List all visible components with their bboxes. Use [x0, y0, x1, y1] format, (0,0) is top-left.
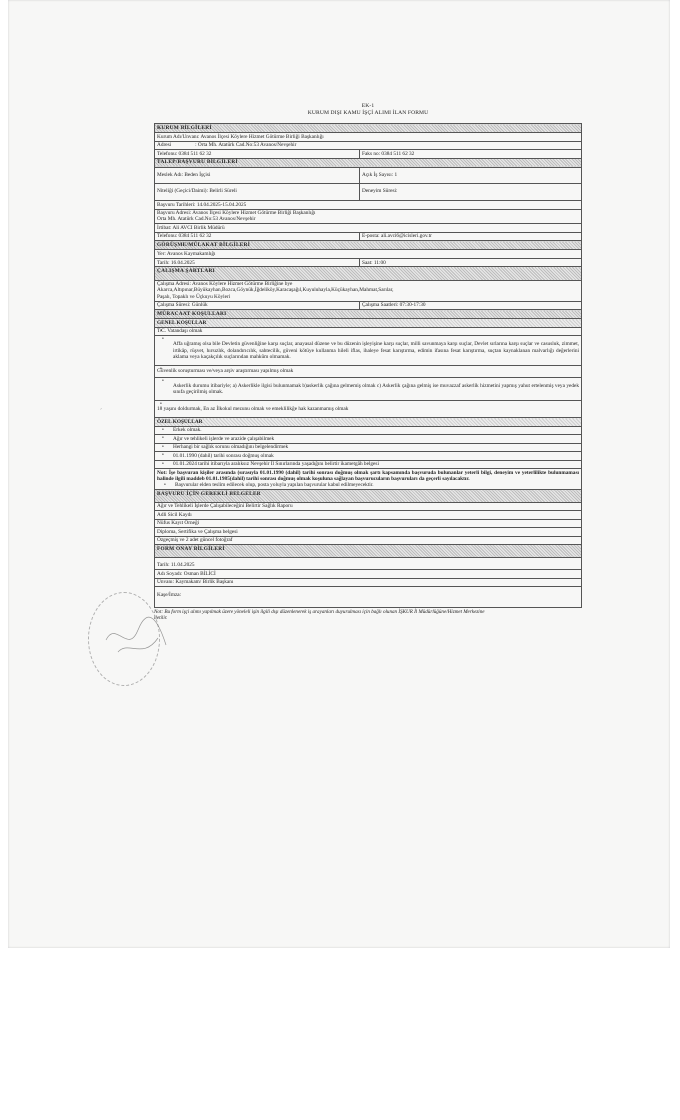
belge-4: Diploma, Sertifika ve Çalışma belgesi	[155, 528, 582, 536]
ozel-kosullar-title: ÖZEL KOŞULLAR	[155, 418, 582, 426]
calisma-adresi-line2: Akarca,Altıpınar,Büyükayhan,Bozca,Göynük,İğdeliköy,Karacaşağıl,Kuyuluhayla,Küçükayhan,Mahmat,Sarılar,	[157, 287, 394, 294]
gorusme-tarih: Tarih: 16.04.2025	[155, 258, 360, 266]
section-calisma: ÇALIŞMA ŞARTLARI	[155, 267, 582, 280]
basvuru-adresi	[155, 209, 582, 224]
address-value: : Orta Mh. Atatürk Cad.No:53 Avanos/Nevşehir	[195, 142, 297, 149]
ozel-kosul-2: • Ağır ve tehlikeli işlerde ve arazide çalışabilmek	[155, 435, 582, 443]
onay-adi-soyadi: Adı Soyadı: Osman BİLİCİ	[155, 570, 582, 578]
form-code: EK-1	[361, 103, 375, 109]
note-prefix: Not:	[157, 469, 168, 476]
meslek-adi: Meslek Adı: Beden İşçisi	[155, 167, 360, 184]
kurum-name: Kurum Adı/Unvanı: Avanos İlçesi Köylere Hizmet Götürme Birliği Başkanlığı	[155, 133, 582, 141]
section-muracaat: MÜRACAAT KOŞULLARI	[155, 310, 582, 319]
section-belgeler: BAŞVURU İÇİN GEREKLİ BELGELER	[155, 490, 582, 502]
belge-3: Nüfus Kayıt Örneği	[155, 519, 582, 527]
genel-kosul-2: • Affa uğramış olsa bile Devletin güvenliğine karşı suçlar, anayasal düzene ve bu düzenin işleyişine karşı suçlar, milli savunmaya karşı suçlar, Devlet sırlarına karşı suçlar ve casusluk, zimmet, irtikâp, rüşvet, hırsızlık, dolandırıcılık, sahtecilik, güveni kötüye kullanma hileli iflas, ihaleye fesat karıştırma, edimin ifasına fesat karıştırma, suçtan kaynaklanan malvarlığı değerlerini aklama veya kaçakçılık suçlarından mahkûm olmamak.	[155, 336, 582, 366]
basvuru-tarihleri: Başvuru Tarihleri: 14.04.2025-15.04.2025	[155, 201, 582, 209]
ozel-kosul-4: • 01.01.1990 (dahil) tarihi sonrası doğmuş olmak	[155, 452, 582, 460]
genel-kosul-1: • T.C. Vatandaşı olmak	[155, 327, 582, 335]
announcement-form-table	[154, 123, 582, 608]
genel-kosullar-title: GENEL KOŞULLAR	[155, 319, 582, 327]
acik-is-sayisi: Açık İş Sayısı: 1	[360, 167, 582, 184]
belge-5: Özgeçmiş ve 2 adet güncel fotoğraf	[155, 536, 582, 544]
ozel-kosul-3: • Herhangi bir sağlık sorunu olmadığını belgelendirmek	[155, 443, 582, 451]
genel-kosul-3: • Güvenlik soruşturması ve/veya arşiv araştırması yapılmış olmak	[155, 366, 582, 377]
genel-kosul-4: • Askerlik durumu itibariyle; a) Askerlikle ilgisi bulunmamak b)askerlik çağına gelmemiş olmak c) Askerlik çağına gelmiş ise muvazzaf askerlik hizmetini yapmış yahut ertelenmiş veya yedek sınıfa geçirilmiş olmak.	[155, 377, 582, 401]
kurum-phone: Telefonu: 0384 511 62 32	[155, 150, 360, 158]
scan-mark: ´	[100, 409, 102, 415]
irtibat: İrtibat: Ali AVCI Birlik Müdürü	[155, 224, 582, 232]
address-label: Adresi	[157, 142, 172, 149]
kurum-fax: Faks no: 0384 511 62 32	[360, 150, 582, 158]
footnote: Not: Bu form işçi alımı yapılmak üzere yöneleli işin ilgili dışı düzenlenerek iş arayanları duyurulması için bağlı olunan İŞKUR İl Müdürlüğüne/Hizmet Merkezine iletilir.	[154, 608, 485, 621]
onay-kase-imza: Kaşe/İmza:	[155, 587, 582, 608]
gorusme-saat: Saat: 11:00	[360, 258, 582, 266]
form-page	[154, 103, 582, 621]
note-bullet: • Başvurular elden teslim edilecek olup, posta yoluyla yapılan başvurular kabul edilmeyecektir.	[157, 482, 579, 488]
section-talep: TALEP/BAŞVURU BİLGİLERİ	[155, 158, 582, 167]
genel-kosul-5: • 18 yaşını doldurmak, En az İlkokul mezunu olmak ve emeklilikğe hak kazanmamış olmak	[155, 401, 582, 418]
signature-scribble	[98, 600, 178, 680]
note-text: İşe başvuran kişiler arasında (sırasıyla 01.01.1990 (dahil) tarihi sonrası doğmuş olmak şartı kapsamında başvuruda bulunanlar yeterli bilgi, deneyim ve yeterlilikte bulunmaması halinde ilgili maddeb 01.01.1985(dahil) tarihi sonrası doğmuş olmak koşuluna sağlayan başvurucuların başvuruları da geçerli sayılacaktır.	[157, 469, 579, 483]
basvuru-adresi-line1: Başvuru Adresi: Avanos İlçesi Köylere Hizmet Götürme Birliği Başkanlığı	[157, 210, 316, 217]
calisma-adresi-line1: Çalışma Adresi: Avanos Köylere Hizmet Götürme Birliğine bye	[157, 281, 293, 288]
calisma-saatleri: Çalışma Saatleri: 07:30-17:30	[360, 301, 582, 309]
calisma-suresi: Çalışma Süresi: Günlük	[155, 301, 360, 309]
section-onay: FORM ONAY BİLGİLERİ	[155, 544, 582, 557]
gorusme-yer: Yer: Avanos Kaymakamlığı	[155, 250, 582, 258]
talep-telefon: Telefonu: 0384 511 62 32	[155, 232, 360, 240]
kurum-address	[155, 141, 582, 149]
belge-2: Adli Sicil Kaydı	[155, 511, 582, 519]
ozel-kosul-1: • Erkek olmak.	[155, 426, 582, 434]
belge-1: Ağır ve Tehlikeli İşlerde Çalışabileceğini Belirtir Sağlık Raporu	[155, 502, 582, 510]
niteligi: Niteliği (Geçici/Daimi): Belirli Süreli	[155, 184, 360, 201]
basvuru-note	[155, 469, 582, 490]
ozel-kosul-5: • 01.01.2024 tarihi itibarıyla aralıksız Nevşehir İl Sınırlarında yaşadığını belirtir ikametgâh belgesi	[155, 460, 582, 468]
basvuru-adresi-line2: Orta Mh. Atatürk Cad.No:53 Avanos/Nevşehir	[157, 216, 256, 223]
section-gorusme: GÖRÜŞME/MÜLAKAT BİLGİLERİ	[155, 241, 582, 250]
calisma-adresi	[155, 280, 582, 301]
section-kurum: KURUM BİLGİLERİ	[155, 124, 582, 133]
onay-tarih: Tarih: 11.04.2025	[155, 558, 582, 570]
onay-unvan: Unvanı: Kaymakam/ Birlik Başkanı	[155, 578, 582, 586]
deneyim-suresi: Deneyim Süresi:	[360, 184, 582, 201]
form-title: KURUM DIŞI KAMU İŞÇİ ALIMI İLAN FORMU	[307, 110, 429, 116]
form-header	[154, 103, 582, 117]
talep-eposta: E-posta: ali.avci6@icisleri.gov.tr	[360, 232, 582, 240]
calisma-adresi-line3: Paşalı, Topaklı ve Üçkuyu Köyleri	[157, 293, 231, 300]
